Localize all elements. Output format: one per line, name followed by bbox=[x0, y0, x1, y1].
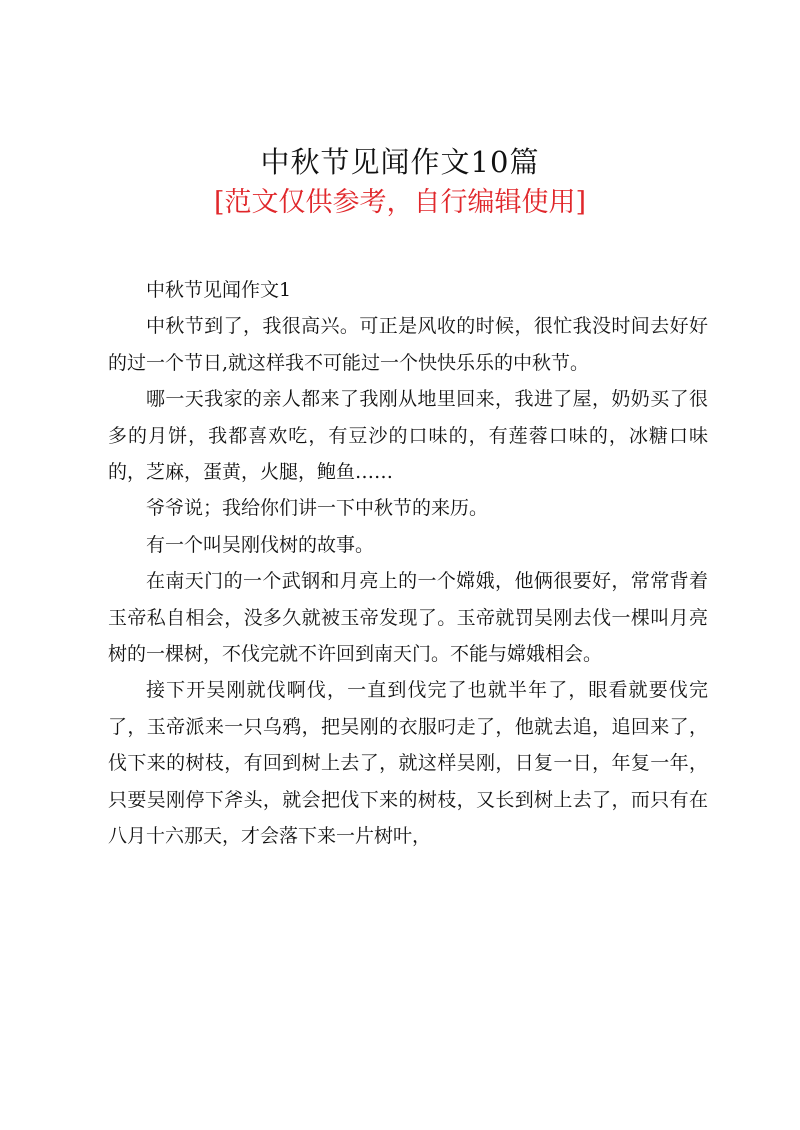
document-title: 中秋节见闻作文10篇 bbox=[260, 145, 540, 179]
paragraph-6: 接下开吴刚就伐啊伐，一直到伐完了也就半年了，眼看就要伐完了，玉帝派来一只乌鸦，把吴刚的衣服叼走了，他就去追，追回来了，伐下来的树枝，有回到树上去了，就这样吴刚，日复一日，年复一年，只要吴刚停下斧头，就会把伐下来的树枝，又长到树上去了，而只有在八月十六那天，才会落下来一片树叶， bbox=[108, 679, 708, 848]
document-subtitle: [范文仅供参考，自行编辑使用] bbox=[213, 187, 587, 218]
paragraph-2: 哪一天我家的亲人都来了我刚从地里回来，我进了屋，奶奶买了很多的月饼，我都喜欢吃，有豆沙的口味的，有莲蓉口味的，冰糖口味的，芝麻，蛋黄，火腿，鲍鱼…… bbox=[108, 388, 708, 484]
paragraph-4: 有一个叫吴刚伐树的故事。 bbox=[146, 533, 375, 556]
paragraph-5: 在南天门的一个武钢和月亮上的一个嫦娥，他俩很要好，常常背着玉帝私自相会，没多久就被玉帝发现了。玉帝就罚吴刚去伐一棵叫月亮树的一棵树，不伐完就不许回到南天门。不能与嫦娥相会。 bbox=[108, 570, 708, 666]
document-body bbox=[108, 272, 708, 855]
paragraph-1: 中秋节到了，我很高兴。可正是风收的时候，很忙我没时间去好好的过一个节日,就这样我不可能过一个快快乐乐的中秋节。 bbox=[108, 315, 708, 374]
section-heading: 中秋节见闻作文1 bbox=[146, 279, 292, 301]
paragraph-3: 爷爷说；我给你们讲一下中秋节的来历。 bbox=[146, 497, 489, 520]
